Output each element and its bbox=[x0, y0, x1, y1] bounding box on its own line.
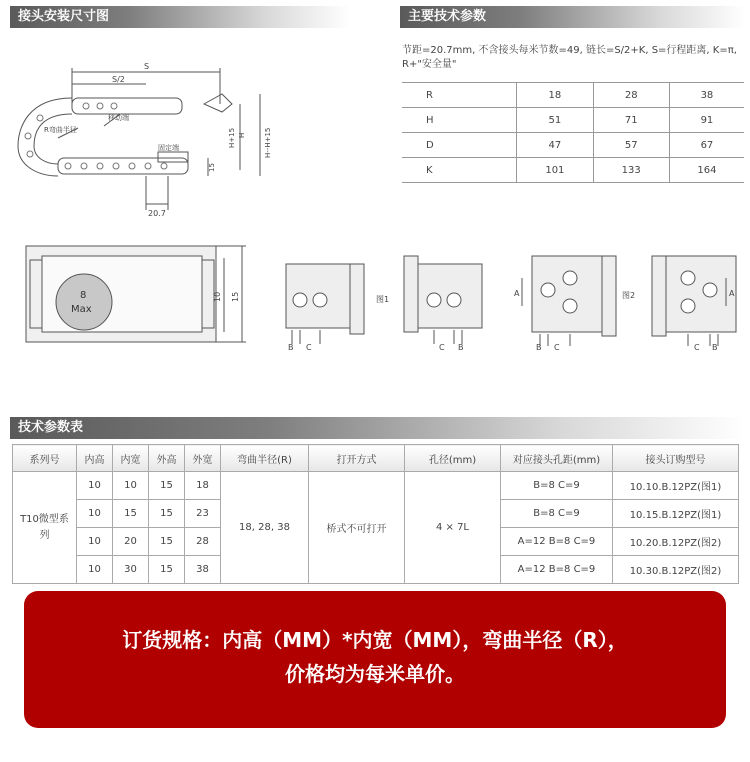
label-fig1-b2: B bbox=[458, 343, 464, 352]
col-model: 接头订购型号 bbox=[613, 445, 739, 472]
param-table bbox=[402, 82, 744, 183]
hole-cell: 4 × 7L bbox=[405, 472, 501, 584]
label-fig1: 图1 bbox=[376, 295, 390, 304]
chain-install-diagram bbox=[8, 58, 308, 228]
label-bend-radius: R弯曲半径 bbox=[44, 126, 77, 134]
label-h: H bbox=[238, 132, 246, 138]
section-header-tech-table: 技术参数表 bbox=[10, 417, 745, 439]
spec-header-row bbox=[13, 445, 739, 472]
label-fig1-c: C bbox=[306, 343, 312, 352]
label-moving-end: 移动端 bbox=[108, 114, 129, 122]
label-fig1-c2: C bbox=[439, 343, 445, 352]
col-outer-w: 外宽 bbox=[185, 445, 221, 472]
series-cell: T10微型系列 bbox=[13, 472, 77, 584]
order-spec-banner bbox=[24, 591, 726, 728]
table-row: 10 15 15 23 B=8 C=9 10.15.B.12PZ(图1) bbox=[13, 500, 739, 528]
label-fixed-end: 固定端 bbox=[158, 144, 179, 152]
end-bracket-fig1 bbox=[284, 252, 490, 352]
label-pitch: 20.7 bbox=[148, 209, 166, 218]
param-row: H 51 71 91 bbox=[402, 108, 744, 133]
col-inner-h: 内高 bbox=[77, 445, 113, 472]
label-h-plus-15: H+15 bbox=[228, 127, 236, 148]
col-inner-w: 内宽 bbox=[113, 445, 149, 472]
label-fig2-a: A bbox=[514, 289, 520, 298]
chain-cross-section bbox=[20, 240, 250, 350]
bend-radius-cell: 18, 28, 38 bbox=[221, 472, 309, 584]
section-header-install-dims: 接头安装尺寸图 bbox=[10, 6, 350, 28]
section-header-main-params: 主要技术参数 bbox=[400, 6, 745, 28]
label-s-half: S/2 bbox=[112, 75, 125, 84]
label-fig2-b2: B bbox=[712, 343, 718, 352]
col-bend: 弯曲半径(R) bbox=[221, 445, 309, 472]
label-dim-15: 15 bbox=[208, 163, 216, 172]
label-dim-10: 10 bbox=[213, 291, 222, 302]
param-row: K 101 133 164 bbox=[402, 158, 744, 183]
param-row: D 47 57 67 bbox=[402, 133, 744, 158]
banner-line-1: 订货规格：内高（MM）*内宽（MM），弯曲半径（R）， bbox=[122, 628, 628, 652]
col-outer-h: 外高 bbox=[149, 445, 185, 472]
label-s: S bbox=[144, 62, 150, 71]
col-spacing: 对应接头孔距(mm) bbox=[501, 445, 613, 472]
label-fig2-a2: A bbox=[729, 289, 735, 298]
spec-table bbox=[12, 444, 739, 584]
label-h-range: H--H+15 bbox=[264, 127, 272, 158]
param-note: 节距=20.7mm, 不含接头每米节数=49, 链长=S/2+K, S=行程距离, K=π, R+"安全量" bbox=[402, 45, 737, 70]
col-open: 打开方式 bbox=[309, 445, 405, 472]
label-fig1-b: B bbox=[288, 343, 294, 352]
banner-line-2: 价格均为每米单价。 bbox=[285, 662, 465, 686]
col-series: 系列号 bbox=[13, 445, 77, 472]
label-fig2-b: B bbox=[536, 343, 542, 352]
table-row: 10 30 15 38 A=12 B=8 C=9 10.30.B.12PZ(图2) bbox=[13, 556, 739, 584]
label-max: Max bbox=[71, 304, 92, 315]
label-dim-15b: 15 bbox=[231, 291, 240, 302]
label-fig2-c: C bbox=[554, 343, 560, 352]
label-fig2: 图2 bbox=[622, 291, 636, 300]
table-row: 10 20 15 28 A=12 B=8 C=9 10.20.B.12PZ(图2) bbox=[13, 528, 739, 556]
table-row: T10微型系列 10 10 15 18 18, 28, 38 桥式不可打开 4 × 7L B=8 C=9 10.10.B.12PZ(图1) bbox=[13, 472, 739, 500]
end-bracket-fig2 bbox=[512, 250, 738, 352]
label-max-8: 8 bbox=[80, 290, 87, 301]
label-fig2-c2: C bbox=[694, 343, 700, 352]
col-hole: 孔径(mm) bbox=[405, 445, 501, 472]
param-row: R 18 28 38 bbox=[402, 83, 744, 108]
open-mode-cell: 桥式不可打开 bbox=[309, 472, 405, 584]
